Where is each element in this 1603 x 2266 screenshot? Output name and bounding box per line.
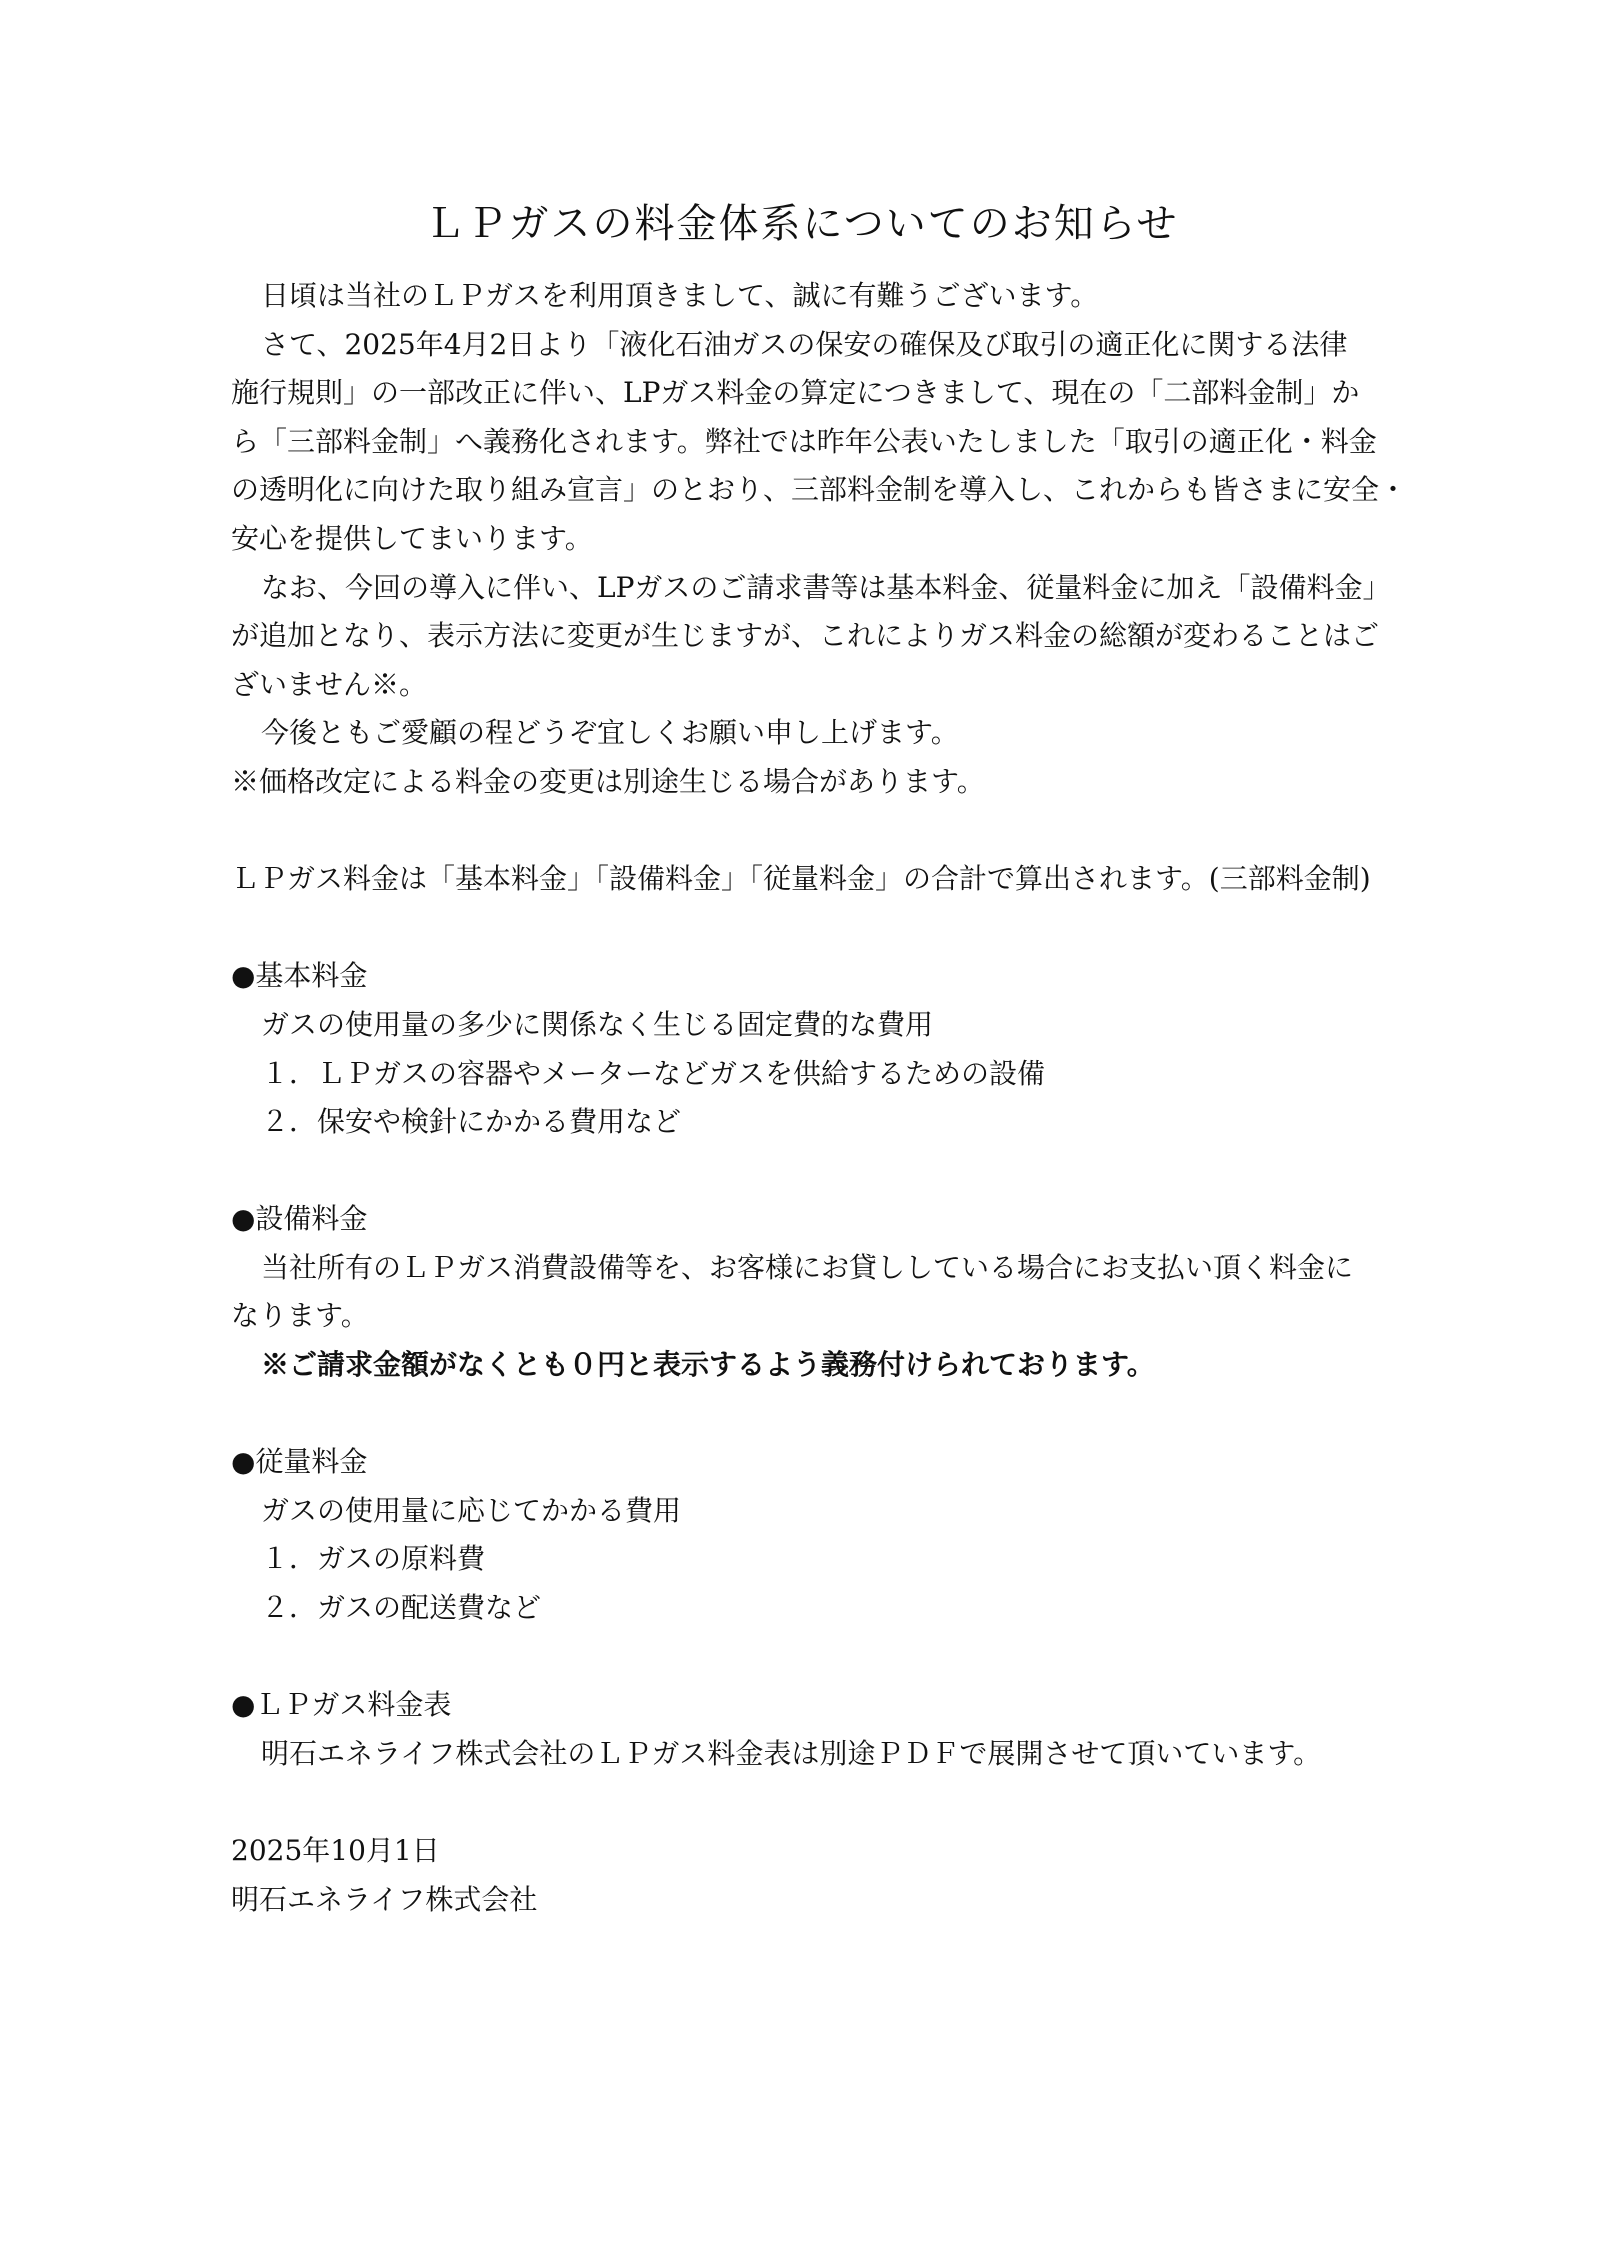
intro-line: の透明化に向けた取り組み宣言」のとおり、三部料金制を導入し、これからも皆さまに安全・	[231, 473, 1408, 507]
section-line: １．ガスの原料費	[261, 1542, 486, 1576]
intro-line: が追加となり、表示方法に変更が生じますが、これによりガス料金の総額が変わることはご	[231, 619, 1380, 653]
intro-line: ※価格改定による料金の変更は別途生じる場合があります。	[231, 764, 985, 798]
section-line: なります。	[231, 1299, 369, 1333]
section-line: ２．ガスの配送費など	[261, 1591, 542, 1625]
intro-line: ら「三部料金制」へ義務化されます。弊社では昨年公表いたしました「取引の適正化・料金	[231, 424, 1377, 458]
section-line: ガスの使用量に応じてかかる費用	[261, 1493, 682, 1527]
intro-line: 今後ともご愛顧の程どうぞ宜しくお願い申し上げます。	[261, 716, 959, 750]
section-line: 当社所有のＬＰガス消費設備等を、お客様にお貸ししている場合にお支払い頂く料金に	[261, 1250, 1354, 1284]
section-note: ※ご請求金額がなくとも０円と表示するよう義務付けられております。	[261, 1348, 1155, 1382]
section-line: ２．保安や検針にかかる費用など	[261, 1105, 682, 1139]
section-heading: ●ＬＰガス料金表	[231, 1688, 452, 1722]
section	[231, 1195, 1391, 1389]
section-heading: ●基本料金	[231, 959, 368, 993]
page-title: ＬＰガスの料金体系についてのお知らせ	[424, 201, 1179, 247]
intro-line: さて、2025年4月2日より「液化石油ガスの保安の確保及び取引の適正化に関する法律	[261, 327, 1348, 361]
section-heading: ●設備料金	[231, 1202, 368, 1236]
intro-line: なお、今回の導入に伴い、LPガスのご請求書等は基本料金、従量料金に加え「設備料金」	[261, 570, 1391, 604]
document-body	[231, 272, 1408, 1924]
intro-line: ざいません※。	[231, 667, 428, 701]
fee-summary: ＬＰガス料金は「基本料金」「設備料金」「従量料金」の合計で算出されます。(三部料金制)	[231, 862, 1371, 896]
section	[231, 952, 1391, 1146]
section	[231, 1438, 1391, 1632]
intro-line: 安心を提供してまいります。	[231, 521, 593, 555]
company-name: 明石エネライフ株式会社	[231, 1882, 538, 1916]
section-line: １．ＬＰガスの容器やメーターなどガスを供給するための設備	[261, 1056, 1046, 1090]
issue-date: 2025年10月1日	[231, 1834, 440, 1867]
section-line: ガスの使用量の多少に関係なく生じる固定費的な費用	[261, 1007, 934, 1041]
intro-line: 施行規則」の一部改正に伴い、LPガス料金の算定につきまして、現在の「二部料金制」か	[231, 376, 1360, 410]
section-line: 明石エネライフ株式会社のＬＰガス料金表は別途ＰＤＦで展開させて頂いています。	[261, 1736, 1322, 1770]
fee-sections	[231, 904, 1391, 1779]
intro-line: 日頃は当社のＬＰガスを利用頂きまして、誠に有難うございます。	[261, 279, 1099, 312]
section-heading: ●従量料金	[231, 1445, 368, 1479]
section	[231, 1681, 1391, 1778]
intro-paragraphs	[231, 272, 1408, 807]
